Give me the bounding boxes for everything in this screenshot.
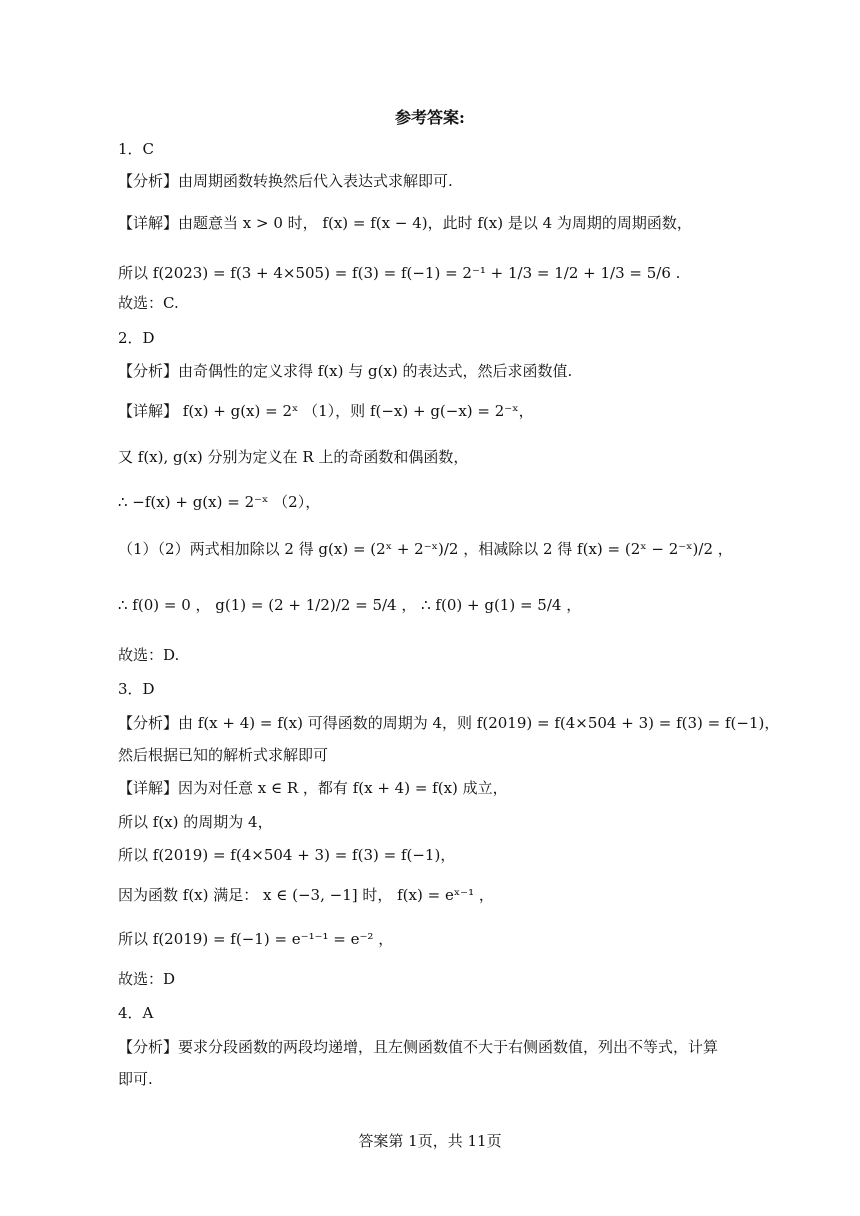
answer-line: 又 f(x), g(x) 分别为定义在 R 上的奇函数和偶函数，	[118, 448, 469, 466]
page-footer: 答案第 1页，共 11页	[358, 1132, 502, 1150]
answer-line: 所以 f(2019) = f(−1) = e⁻¹⁻¹ = e⁻² ，	[118, 930, 394, 948]
answer-line: 1．C	[118, 140, 155, 158]
answer-line: 故选：D	[118, 970, 176, 988]
answer-line: 因为函数 f(x) 满足： x ∈ (−3, −1] 时， f(x) = eˣ⁻¹ ，	[118, 886, 494, 904]
answer-line: 所以 f(2023) = f(3 + 4×505) = f(3) = f(−1) = 2⁻¹ + 1/3 = 1/2 + 1/3 = 5/6 .	[118, 264, 681, 282]
answer-line: 【详解】 f(x) + g(x) = 2ˣ （1），则 f(−x) + g(−x) = 2⁻ˣ，	[118, 402, 534, 420]
answer-line: 4．A	[118, 1004, 154, 1022]
answer-line: 所以 f(x) 的周期为 4，	[118, 813, 273, 831]
answer-line: 【分析】由 f(x + 4) = f(x) 可得函数的周期为 4，则 f(2019) = f(4×504 + 3) = f(3) = f(−1)，	[118, 714, 780, 732]
answer-line: 【详解】由题意当 x > 0 时， f(x) = f(x − 4)，此时 f(x) 是以 4 为周期的周期函数，	[118, 214, 692, 232]
answer-line: 【分析】要求分段函数的两段均递增，且左侧函数值不大于右侧函数值，列出不等式，计算	[118, 1038, 719, 1056]
answer-line: 所以 f(2019) = f(4×504 + 3) = f(3) = f(−1)，	[118, 846, 456, 864]
answer-line: 然后根据已知的解析式求解即可	[118, 746, 329, 764]
answer-line: 【分析】由奇偶性的定义求得 f(x) 与 g(x) 的表达式，然后求函数值.	[118, 362, 573, 380]
answer-line: ∴ −f(x) + g(x) = 2⁻ˣ （2），	[118, 493, 321, 511]
answer-line: （1）（2）两式相加除以 2 得 g(x) = (2ˣ + 2⁻ˣ)/2 ，相减除以 2 得 f(x) = (2ˣ − 2⁻ˣ)/2 ，	[118, 540, 733, 558]
answer-line: 【详解】因为对任意 x ∈ R ，都有 f(x + 4) = f(x) 成立，	[118, 779, 508, 797]
answer-line: 3．D	[118, 680, 155, 698]
page-title: 参考答案:	[395, 108, 465, 127]
answer-line: 2．D	[118, 329, 155, 347]
answer-line: 故选：D.	[118, 646, 180, 664]
answer-line: 即可.	[118, 1070, 153, 1088]
answer-line: ∴ f(0) = 0 ， g(1) = (2 + 1/2)/2 = 5/4 ， ∴ f(0) + g(1) = 5/4 ，	[118, 596, 582, 614]
answer-line: 故选：C.	[118, 294, 179, 312]
answer-line: 【分析】由周期函数转换然后代入表达式求解即可.	[118, 172, 453, 190]
